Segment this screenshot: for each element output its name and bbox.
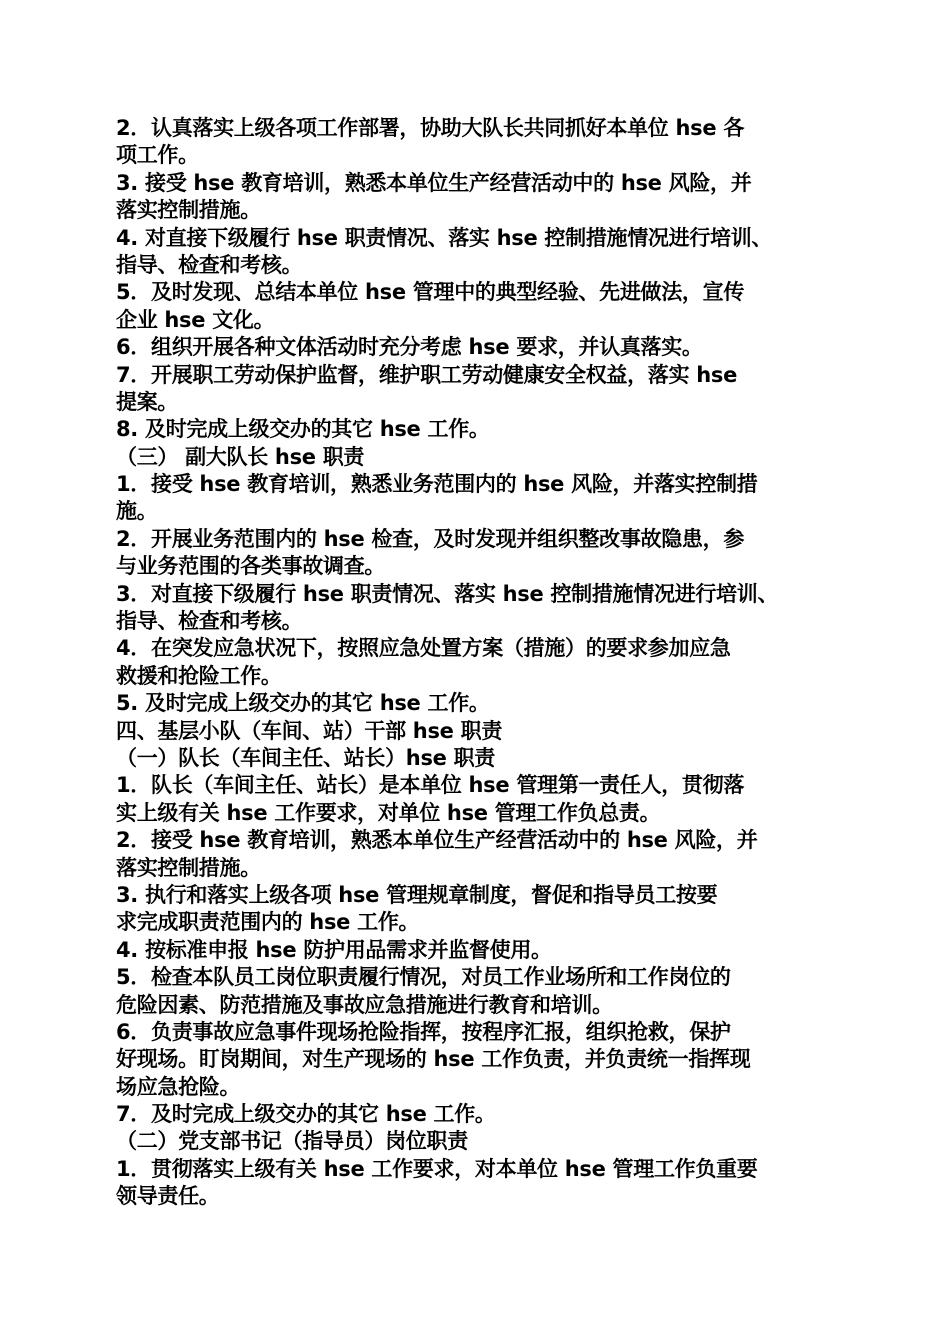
text-line: 4. 对直接下级履行 hse 职责情况、落实 hse 控制措施情况进行培训、 — [116, 225, 773, 250]
text-line: 5. 及时完成上级交办的其它 hse 工作。 — [116, 691, 490, 716]
text-line: 实上级有关 hse 工作要求，对单位 hse 管理工作负总责。 — [116, 800, 661, 825]
text-line: 8. 及时完成上级交办的其它 hse 工作。 — [116, 417, 490, 442]
text-line: 领导责任。 — [116, 1184, 220, 1209]
text-line: 指导、检查和考核。 — [116, 609, 303, 634]
text-line: 企业 hse 文化。 — [116, 307, 275, 332]
text-line: 2．接受 hse 教育培训，熟悉本单位生产经营活动中的 hse 风险，并 — [116, 828, 758, 853]
section-heading: （二）党支部书记（指导员）岗位职责 — [116, 1129, 468, 1154]
text-line: 7．及时完成上级交办的其它 hse 工作。 — [116, 1102, 496, 1127]
document-body — [116, 115, 846, 1211]
text-line: 危险因素、防范措施及事故应急措施进行教育和培训。 — [116, 992, 613, 1017]
text-line: 1．接受 hse 教育培训，熟悉业务范围内的 hse 风险，并落实控制措 — [116, 472, 758, 497]
text-line: 2．认真落实上级各项工作部署，协助大队长共同抓好本单位 hse 各 — [116, 116, 745, 140]
text-line: 6．负责事故应急事件现场抢险指挥，按程序汇报，组织抢救，保护 — [116, 1019, 731, 1044]
section-heading: （一）队长（车间主任、站长）hse 职责 — [116, 745, 496, 770]
text-line: 3．对直接下级履行 hse 职责情况、落实 hse 控制措施情况进行培训、 — [116, 581, 779, 606]
text-line: 5．检查本队员工岗位职责履行情况，对员工作业场所和工作岗位的 — [116, 965, 731, 990]
text-line: 项工作。 — [116, 143, 199, 168]
text-line: 提案。 — [116, 389, 179, 414]
text-line: 3. 接受 hse 教育培训，熟悉本单位生产经营活动中的 hse 风险，并 — [116, 170, 752, 195]
text-line: 5．及时发现、总结本单位 hse 管理中的典型经验、先进做法，宣传 — [116, 280, 745, 305]
text-line: 6．组织开展各种文体活动时充分考虑 hse 要求，并认真落实。 — [116, 335, 703, 360]
text-line: 7．开展职工劳动保护监督，维护职工劳动健康安全权益，落实 hse — [116, 362, 738, 387]
text-line: 2．开展业务范围内的 hse 检查，及时发现并组织整改事故隐患，参 — [116, 526, 745, 551]
text-line: 4．在突发应急状况下，按照应急处置方案（措施）的要求参加应急 — [116, 636, 731, 661]
text-line: 救援和抢险工作。 — [116, 663, 282, 688]
text-line: 4. 按标准申报 hse 防护用品需求并监督使用。 — [116, 937, 552, 962]
text-line: 好现场。盯岗期间，对生产现场的 hse 工作负责，并负责统一指挥现 — [116, 1047, 751, 1072]
text-line: 落实控制措施。 — [116, 198, 261, 223]
text-line: 场应急抢险。 — [116, 1074, 241, 1099]
text-line: 落实控制措施。 — [116, 855, 261, 880]
text-line: 1．贯彻落实上级有关 hse 工作要求，对本单位 hse 管理工作负重要 — [116, 1156, 758, 1181]
text-line: 求完成职责范围内的 hse 工作。 — [116, 910, 420, 935]
section-heading: 四、基层小队（车间、站）干部 hse 职责 — [116, 718, 503, 743]
text-line: 施。 — [116, 499, 158, 524]
section-heading: （三） 副大队长 hse 职责 — [116, 444, 365, 469]
text-line: 指导、检查和考核。 — [116, 252, 303, 277]
text-line: 与业务范围的各类事故调查。 — [116, 554, 386, 579]
text-line: 3. 执行和落实上级各项 hse 管理规章制度，督促和指导员工按要 — [116, 882, 718, 907]
text-line: 1．队长（车间主任、站长）是本单位 hse 管理第一责任人，贯彻落 — [116, 773, 745, 798]
